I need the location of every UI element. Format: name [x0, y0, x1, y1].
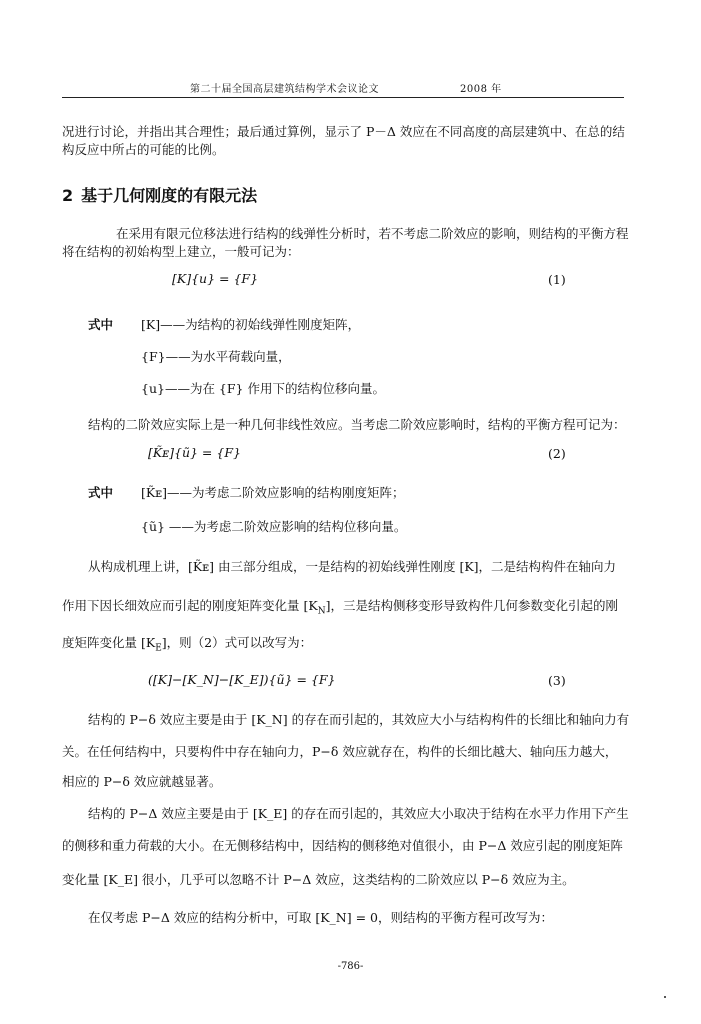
- equation-2: [K̃ᴇ]{ũ} = {F}: [148, 445, 241, 460]
- equation-1-number: (1): [548, 272, 566, 287]
- section-number: 2: [62, 186, 74, 205]
- intro-line-1: 况进行讨论，并指出其合理性；最后通过算例，显示了 P－Δ 效应在不同高度的高层建筑中、在总的结: [62, 124, 625, 139]
- para3-line-3: 度矩阵变化量 $[K_E]$，则（2）式可以改写为：: [62, 635, 313, 654]
- para5-line-2: 的侧移和重力荷载的大小。在无侧移结构中，因结构的侧移绝对值很小，由 P−Δ 效应引起的刚度矩阵: [62, 838, 623, 853]
- where-label-2: 式中: [88, 485, 114, 500]
- para1-line-1: 在采用有限元位移法进行结构的线弹性分析时，若不考虑二阶效应的影响，则结构的平衡方程: [116, 226, 629, 241]
- header-rule: [62, 97, 624, 98]
- section-heading: [62, 183, 265, 206]
- equation-3-number: (3): [548, 673, 566, 688]
- header-year: 2008 年: [460, 84, 502, 95]
- para3-line-1: 从构成机理上讲，[K̃ᴇ] 由三部分组成，一是结构的初始线弹性刚度 [K]，二是结构构件在轴向力: [88, 559, 617, 574]
- where1-item-1: [K]——为结构的初始线弹性刚度矩阵，: [141, 317, 361, 332]
- page-number: -786-: [337, 961, 364, 972]
- where2-item-2: {ũ} ——为考虑二阶效应影响的结构位移向量。: [141, 519, 407, 534]
- equation-2-number: (2): [548, 446, 566, 461]
- para1-line-2: 将在结构的初始构型上建立，一般可记为：: [62, 244, 300, 259]
- equation-3: ([K]−[K_N]−[K_E]){ũ} = {F}: [148, 672, 336, 687]
- where1-item-3: {u}——为在 {F} 作用下的结构位移向量。: [141, 381, 385, 396]
- para4-line-3: 相应的 P−δ 效应就越显著。: [62, 774, 222, 789]
- where2-item-1: [K̃ᴇ]——为考虑二阶效应影响的结构刚度矩阵；: [141, 485, 405, 500]
- para6: 在仅考虑 P−Δ 效应的结构分析中，可取 [K_N] = 0，则结构的平衡方程可改写为：: [88, 910, 553, 925]
- header-conference: 第二十届全国高层建筑结构学术会议论文: [190, 84, 379, 95]
- equation-1: [K]{u} = {F}: [172, 271, 259, 286]
- para4-line-1: 结构的 P−δ 效应主要是由于 [K_N] 的存在而引起的，其效应大小与结构构件的长细比和轴向力有: [88, 712, 630, 727]
- section-title: 基于几何刚度的有限元法: [81, 186, 258, 205]
- scan-speck: [664, 996, 666, 998]
- para5-line-3: 变化量 [K_E] 很小，几乎可以忽略不计 P−Δ 效应，这类结构的二阶效应以 P−δ 效应为主。: [62, 872, 575, 887]
- para2: 结构的二阶效应实际上是一种几何非线性效应。当考虑二阶效应影响时，结构的平衡方程可记为：: [88, 417, 626, 432]
- para4-line-2: 关。在任何结构中，只要构件中存在轴向力，P−δ 效应就存在，构件的长细比越大、轴向压力越大，: [62, 744, 618, 759]
- where1-item-2: {F}——为水平荷载向量，: [141, 349, 291, 364]
- para3-line-2: 作用下因长细效应而引起的刚度矩阵变化量 $[K_N]$，三是结构侧移变形导致构件几何参数变化引起的刚: [62, 598, 618, 617]
- where-label-1: 式中: [88, 317, 114, 332]
- para5-line-1: 结构的 P−Δ 效应主要是由于 [K_E] 的存在而引起的，其效应大小取决于结构在水平力作用下产生: [88, 806, 629, 821]
- intro-line-2: 构反应中所占的可能的比例。: [62, 142, 225, 157]
